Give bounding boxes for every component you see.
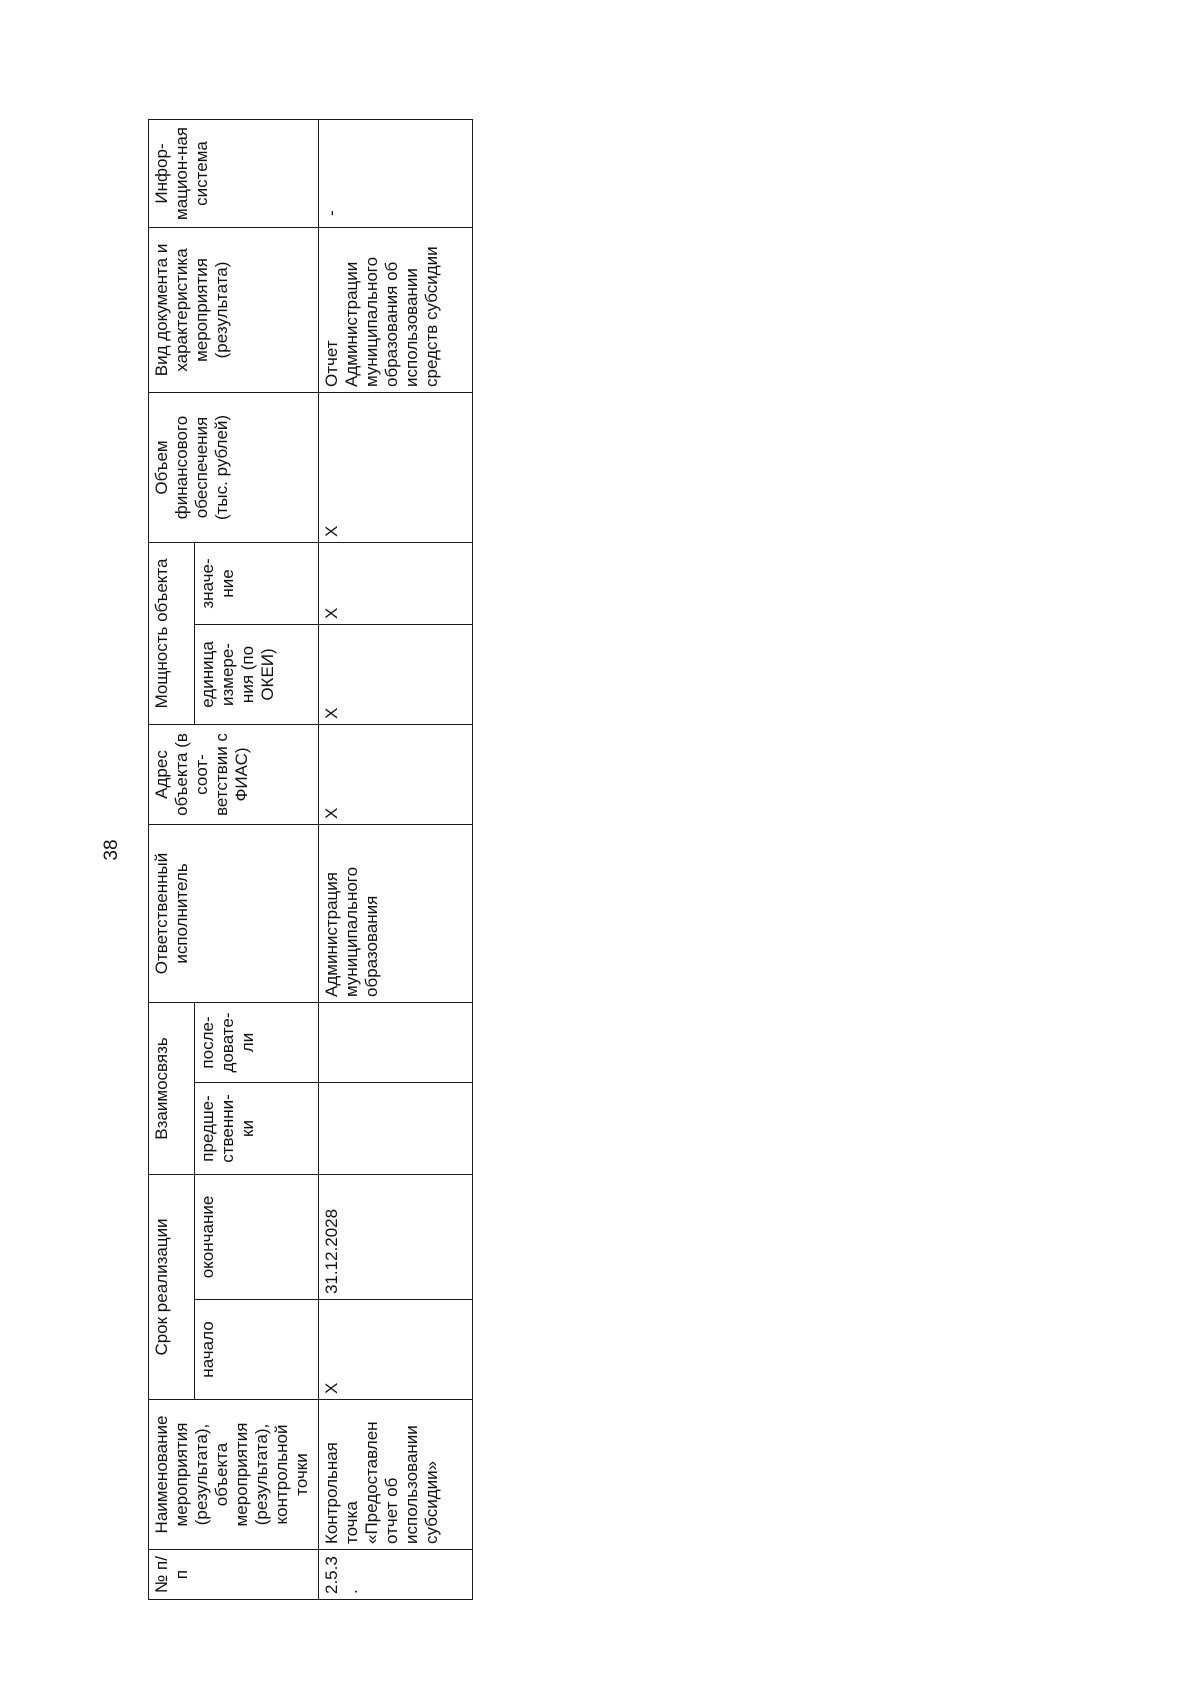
- cell-prev: [319, 1082, 473, 1174]
- plan-table: [148, 119, 473, 1600]
- cell-value: X: [319, 542, 473, 624]
- header-capacity: Мощность объекта: [149, 542, 195, 724]
- cell-start: X: [319, 1300, 473, 1400]
- header-capacity-unit: единица измере-ния (по ОКЕИ): [195, 624, 319, 724]
- rotated-table-container: [148, 120, 540, 1600]
- header-period: Срок реализации: [149, 1174, 195, 1399]
- header-link-next: после-довате-ли: [195, 1002, 319, 1082]
- header-period-end: окончание: [195, 1174, 319, 1299]
- header-num: № п/п: [149, 1550, 319, 1600]
- cell-address: X: [319, 724, 473, 824]
- cell-info-system-value: -: [322, 210, 341, 216]
- table-row: [319, 119, 473, 1599]
- cell-end: 31.12.2028: [319, 1174, 473, 1299]
- cell-finance: X: [319, 392, 473, 542]
- cell-info-system: [319, 119, 473, 227]
- header-capacity-value: значе-ние: [195, 542, 319, 624]
- page-number: 38: [101, 839, 122, 861]
- header-period-start: начало: [195, 1300, 319, 1400]
- header-responsible: Ответственный исполнитель: [149, 824, 319, 1002]
- cell-unit: X: [319, 624, 473, 724]
- header-link-prev: предше-ственни-ки: [195, 1082, 319, 1174]
- table-header-row: [149, 119, 195, 1599]
- cell-responsible: Администрация муниципального образования: [319, 824, 473, 1002]
- cell-next: [319, 1002, 473, 1082]
- header-name: Наименование мероприятия (результата), объекта мероприятия (результата), контрольной точки: [149, 1400, 319, 1550]
- cell-num: 2.5.3.: [319, 1550, 473, 1600]
- header-address: Адрес объекта (в соот-ветствии с ФИАС): [149, 724, 319, 824]
- cell-name: Контрольная точка «Предоставлен отчет об использовании субсидии»: [319, 1400, 473, 1550]
- header-doc: Вид документа и характеристика мероприятия (результата): [149, 227, 319, 392]
- header-finance: Объем финансового обеспечения (тыс. рублей): [149, 392, 319, 542]
- header-info-system: Инфор-мацион-ная система: [149, 119, 319, 227]
- cell-doc: Отчет Администрации муниципального образования об использовании средств субсидии: [319, 227, 473, 392]
- header-link: Взаимосвязь: [149, 1002, 195, 1174]
